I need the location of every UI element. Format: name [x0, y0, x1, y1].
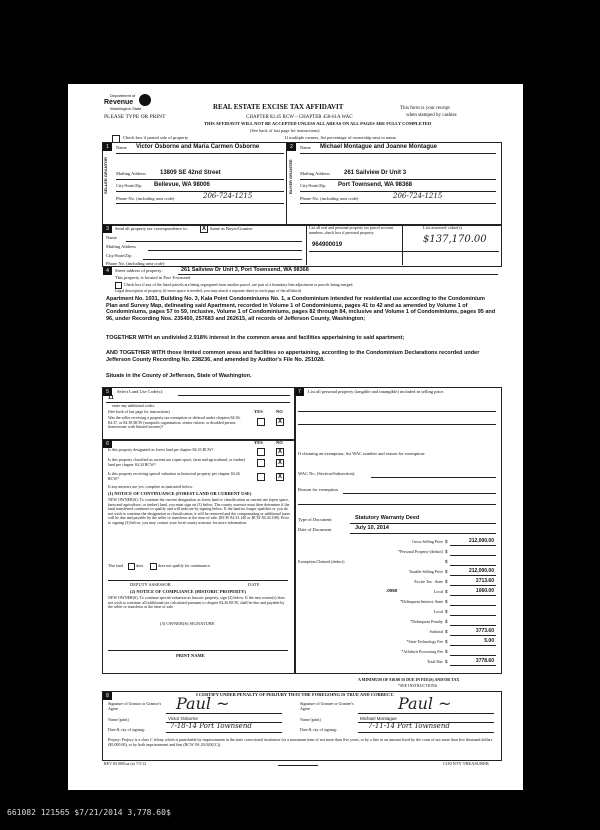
partial-sale-label: Check box if partial sale of property — [123, 135, 189, 140]
total-due[interactable]: 3778.60 — [475, 658, 494, 664]
notice-continuance-text: NEW OWNER(S): To continue the current designation as forest land or classification as current use (open space, farm and agriculture, or timber) land, you must sign on (3) below. The county assessor must then determine if the land transferred continues to qualify and will indicate by signing below. If the land no longer qualifies or you do not wish to continue the designation or classification, it will be removed and the compensating or additional taxes will be due and payable by the seller or transferor at the time of sale. (RCW 84.33.140 or RCW 84.34.108). Prior to signing (3) below, you may contact your local county assessor for more information. — [108, 497, 290, 525]
seller-phone[interactable]: 206-724-1215 — [203, 192, 253, 200]
historic-yes-checkbox[interactable] — [257, 473, 265, 481]
forest-yes-checkbox[interactable] — [257, 448, 265, 456]
stamped-note: when stamped by cashier. — [406, 113, 458, 118]
buyer-phone[interactable]: 206-724-1215 — [393, 192, 443, 200]
see-back-note: (See back of last page for instructions) — [250, 128, 320, 133]
county-treasurer: COUNTY TREASURER — [443, 761, 489, 766]
notice-compliance-text: NEW OWNER(S): To continue special valuation as historic property, sign (3) below. If the new owner(s) does not wish to continue, all additional tax calculated pursuant to chapter 84.26 RCW, shall be due and payable by the seller or transferor at the time of sale. — [108, 595, 285, 610]
perjury-statement: Perjury: Perjury is a class C felony which is punishable by imprisonment in the state correctional institution for a maximum term of not more than five years, or by a fine in an amount fixed by the court of not more than five thousand dollars ($5,000.00), or by both imprisonment and fine (RCW 9A.20.020(1C)). — [108, 737, 493, 747]
current-use-no-checkbox[interactable]: X — [277, 460, 282, 466]
notice-compliance-title: (2) NOTICE OF COMPLIANCE (HISTORIC PROPERTY) — [130, 589, 246, 594]
land-use-code[interactable]: 11 — [108, 395, 114, 401]
seller-name[interactable]: Victor Osborne and Maria Carmen Osborne — [136, 144, 260, 150]
seller-mail[interactable]: 13809 SE 42nd Street — [160, 170, 221, 176]
buyer-side-label: BUYER GRANTEE — [288, 159, 293, 194]
section-5-tab: 5 — [103, 388, 112, 396]
revenue-logo-icon — [139, 94, 151, 106]
buyer-name[interactable]: Michael Montague and Joanne Montague — [320, 144, 438, 150]
notice-continuance-title: (1) NOTICE OF CONTINUANCE (FOREST LAND OR CURRENT USE) — [108, 491, 252, 496]
buyer-mail[interactable]: 261 Sailview Dr Unit 3 — [344, 170, 407, 176]
minimum-fee-note: A MINIMUM OF $10.00 IS DUE IN FEE(S) AND/OR TAX — [358, 677, 460, 682]
assessed-value[interactable]: $137,170.00 — [423, 234, 487, 245]
form-number: REV 84 0001ae (a) 7/5/12 — [104, 761, 147, 766]
grantor-date-city[interactable]: 7-18-14 Port Townsend — [170, 722, 252, 730]
type-or-print: PLEASE TYPE OR PRINT — [104, 114, 166, 120]
not-accepted-note: THIS AFFIDAVIT WILL NOT BE ACCEPTED UNLESS ALL AREAS ON ALL PAGES ARE FULLY COMPLETED — [204, 121, 432, 126]
grantor-signature[interactable]: Paul ~ — [176, 694, 230, 713]
grantee-date-city[interactable]: 7-11-14 Port Townsend — [368, 722, 450, 730]
legal-description-2: TOGETHER WITH an undivided 2.918% interest in the common areas and facilities appertaining to said apartment; — [106, 335, 405, 341]
buyer-city[interactable]: Port Townsend, WA 98368 — [338, 182, 413, 188]
receipt-note: This form is your receipt — [400, 106, 450, 111]
parcel-header: List all real and personal property tax parcel account numbers–check box if personal property — [309, 225, 394, 235]
seller-side-label: SELLER GRANTOR — [103, 156, 108, 194]
property-street[interactable]: 261 Sailview Dr Unit 3, Port Townsend, WA 98368 — [181, 267, 309, 273]
certify-statement: I CERTIFY UNDER PENALTY OF PERJURY THAT THE FOREGOING IS TRUE AND CORRECT. — [196, 692, 395, 697]
exemption-question: Was the seller receiving a property tax exemption or deferral under chapters 84.36, 84.37, or 84.38 RCW (nonprofit organization, senior citizen, or disabled person, homeowner with limited income)? — [108, 415, 241, 430]
logo-name: Revenue — [104, 99, 134, 106]
section-8-tab: 8 — [103, 692, 112, 700]
payment-stamp: 661082 121565 $7/21/2014 3,778.60$ — [7, 808, 171, 817]
logo-state: Washington State — [110, 106, 142, 111]
legal-description-1: Apartment No. 1031, Building No. 3, Kala Point Condominiums No. 1, a Condominium intended for residential use according to the Condominium Plan and Survey Map, delineating said Apartment, recorded in Volume 1 of Condominiums, pages 41 to 42 and as amended by Volume 1 of Condominiums, pages 57 to 59, inclusive, Volume 1 of Condominiums, pages 82 through 84, inclusive and Volume 1 of Condominiums, pages 95 and 96, under Recording Nos. 235450, 257683 and 262615, all records of Jefferson County, Washington; — [106, 296, 496, 322]
form-chapter: CHAPTER 82.45 RCW – CHAPTER 458-61A WAC — [246, 115, 353, 120]
section-1-tab: 1 — [103, 143, 112, 151]
land-does-checkbox[interactable] — [128, 563, 135, 570]
forest-no-checkbox[interactable]: X — [277, 449, 282, 455]
section-2-tab: 2 — [287, 143, 296, 151]
grantee-signature[interactable]: Paul ~ — [398, 694, 452, 713]
seller-city[interactable]: Bellevue, WA 98006 — [154, 182, 210, 188]
see-instructions-note: *SEE INSTRUCTIONS — [398, 683, 438, 688]
legal-description-3: AND TOGETHER WITH those limited common areas and facilities so appertaining, according to the Condominium Declarations recorded under Jefferson County Recording No. 238236, and amended by Auditor's File No. 251028. — [106, 350, 480, 363]
current-use-yes-checkbox[interactable] — [257, 459, 265, 467]
document-date[interactable]: July 10, 2014 — [355, 525, 389, 531]
tax-row-label: Gross Selling Price — [412, 539, 443, 544]
local-rate[interactable]: .0050 — [386, 588, 398, 593]
exempt-yes-checkbox[interactable] — [257, 418, 265, 426]
multiple-owners-note: If multiple owners, list percentage of ownership next to name. — [285, 135, 397, 140]
same-as-buyer-checkbox[interactable]: X — [201, 226, 206, 232]
document-type[interactable]: Statutory Warranty Deed — [355, 515, 420, 521]
form-title: REAL ESTATE EXCISE TAX AFFIDAVIT — [213, 103, 344, 111]
parcel-number[interactable]: 964900019 — [312, 242, 343, 248]
exempt-no-checkbox[interactable]: X — [277, 419, 282, 425]
section-6-tab: 6 — [103, 440, 112, 448]
tax-row-amount[interactable]: 212,000.00 — [468, 538, 494, 544]
logo-dept: Department of — [110, 93, 136, 98]
section-4-tab: 4 — [103, 267, 112, 275]
section-7-tab: 7 — [295, 388, 304, 396]
land-does-not-checkbox[interactable] — [150, 563, 157, 570]
legal-description-4: Situate in the County of Jefferson, State of Washington. — [106, 373, 252, 379]
affidavit-page: Department of Revenue Washington State REAL ESTATE EXCISE TAX AFFIDAVIT CHAPTER 82.45 RCW – CHAPTER 458-61A WAC THIS AFFIDAVIT WILL NOT BE ACCEPTED UNLESS ALL AREAS ON ALL PAGES ARE FULLY COMPLETED (See back of last page for instructions) PLEASE TYPE OR PRINT This form is your receipt when stamped by cashier. Check box if partial sale of property If multiple owners, list percentage of ownership next to name. 1 2 SELLER GRANTOR BUYER GRANTEE Name Victor Osborne and Maria Carmen Osborne Mailing Address 13809 SE 42nd Street City/State/Zip Bellevue, WA 98006 Phone No. (including area code) 206-724-1215 Name Michael Montague and Joanne Montague Mailing Address 261 Sailview Dr Unit 3 City/State/Zip Port Townsend, WA 98368 Phone No. (including area code) 206-724-1215 3 Send all property tax correspondence to: X Same as Buyer/Grantee Name Mailing Address City/State/Zip Phone No. (including area code) List all real and personal property tax parcel account numbers–check box if personal property List assessed value(s) 964900019 $137,170.00 4 Street address of property: 261 Sailview Dr Unit 3, Port Townsend, WA 98368 This property is located in Port Townsend Check box if any of the listed parcels are being segregated from another parcel, are part of a boundary line adjustment or parcels being merged. Legal description of property (if more space is needed, you may attach a separate sheet to each page of the affidavit) Apartment No. 1031, Building No. 3, Kala Point Condominiums No. 1, a Condominium intended for residential use according to the Condominium Plan and Survey Map, delineating said Apartment, recorded in Volume 1 of Condominiums, pages 41 to 42 and as amended by Volume 1 of Condominiums, pages 57 to 59, inclusive, Volume 1 of Condominiums, pages 82 through 84, inclusive and Volume 1 of Condominiums, pages 95 and 96, under Recording Nos. 235450, 257683 and 262615, all records of Jefferson County, Washington; TOGETHER WITH an undivided 2.918% interest in the common areas and facilities appertaining to said apartment; AND TOGETHER WITH those limited common areas and facilities so appertaining, according to the Condominium Declarations recorded under Jefferson County Recording No. 238236, and amended by Auditor's File No. 251028. Situate in the County of Jefferson, State of Washington. 5 Select Land Use Code(s): 11 enter any additional codes: (See back of last page for instructions) YES NO Was the seller receiving a property tax exemption or deferral under chapters 84.36, 84.37, or 84.38 RCW (nonprofit organization, senior citizen, or disabled person, homeowner with limited income)? X 6 YES NO Is this property designated as forest land per chapter 84.33 RCW? X Is this property classified as current use (open space, farm and agricultural, or timber) land per chapter 84.34 RCW? X Is this property receiving special valuation as historical property per chapter 84.26 RCW? X If any answers are yes, complete as instructed below. (1) NOTICE OF CONTINUANCE (FOREST LAND OR CURRENT USE) NEW OWNER(S): To continue the current designation as forest land or classification as current use (open space, farm and agriculture, or timber) land, you must sign on (3) below. The county assessor must then determine if the land transferred continues to qualify and will indicate by signing below. If the land no longer qualifies or you do not wish to continue the designation or classification, it will be removed and the compensating or additional taxes will be due and payable by the seller or transferor at the time of sale. (RCW 84.33.140 or RCW 84.34.108). Prior to signing (3) below, you may contact your local county assessor for more information. This land does does not qualify for continuance. DEPUTY ASSESSOR DATE (2) NOTICE OF COMPLIANCE (HISTORIC PROPERTY) NEW OWNER(S): To continue special valuation as historic property, sign (3) below. If the new owner(s) does not wish to continue, all additional tax calculated pursuant to chapter 84.26 RCW, shall be due and payable by the seller or transferor at the time of sale. (3) OWNER(S) SIGNATURE PRINT NAME 7 List all personal property (tangible and intangible) included in selling price. If claiming an exemption, list WAC number and reason for exemption: WAC No. (Section/Subsection) Reason for exemption Type of Document Statutory Warranty Deed Date of Document July 10, 2014 Gross Selling Price $ 212,000.00 *Personal Property (deduct) $ Exemption Claimed (deduct) $ Taxable Selling Price $ 212,000.00 Excise Tax : State $ 2713.60 .0050 Local $ 1060.00 *Delinquent Interest: State $ Local $ *Delinquent Penalty $ Subtotal $ 3773.60 *State Technology Fee $ 5.00 *Affidavit Processing Fee $ Total Due $ 3778.60 A MINIMUM OF $10.00 IS DUE IN FEE(S) AND/OR TAX *SEE INSTRUCTIONS 8 I CERTIFY UNDER PENALTY OF PERJURY THAT THE FOREGOING IS TRUE AND CORRECT. Signature of Grantor or Grantor's Agent Paul ~ Signature of Grantee or Grantee's Agent Paul ~ Name (print) Victor Osborne Name (print) Michael Montague Date & city of signing: 7-18-14 Port Townsend Date & city of signing: 7-11-14 Port Townsend Perjury: Perjury is a class C felony which is punishable by imprisonment in the state correctional institution for a maximum term of not more than five years, or by a fine in an amount fixed by the court of not more than five thousand dollars ($5,000.00), or by both imprisonment and fine (RCW 9A.20.020(1C)). REV 84 0001ae (a) 7/5/12 COUNTY TREASURER — [68, 84, 523, 790]
grantee-name[interactable]: Michael Montague — [360, 716, 397, 721]
grantor-name[interactable]: Victor Osborne — [168, 716, 198, 721]
historic-no-checkbox[interactable]: X — [277, 474, 282, 480]
section-3-tab: 3 — [103, 225, 112, 233]
